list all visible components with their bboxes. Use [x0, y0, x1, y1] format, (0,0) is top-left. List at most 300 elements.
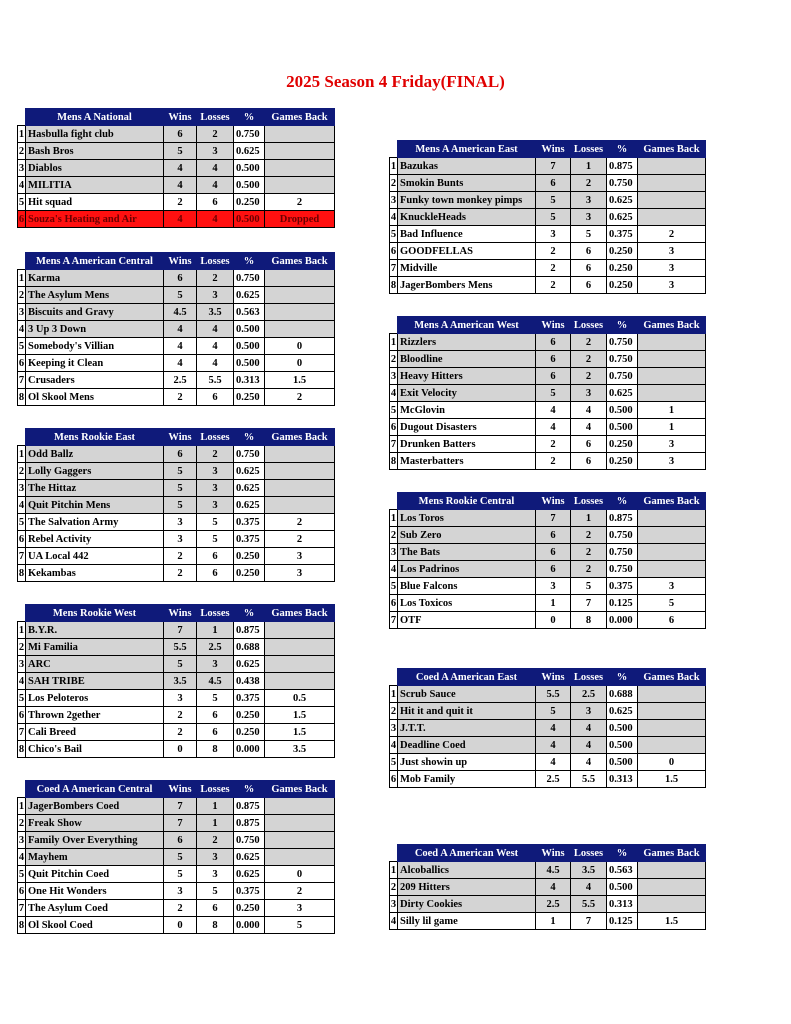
- rank-cell: 5: [18, 690, 26, 707]
- games-back-cell: 1.5: [265, 372, 335, 389]
- wins-cell: 6: [536, 175, 571, 192]
- team-name-cell: Karma: [26, 270, 164, 287]
- table-row: [390, 737, 706, 754]
- team-name-cell: Freak Show: [26, 815, 164, 832]
- rank-cell: 7: [390, 260, 398, 277]
- team-name-cell: Cali Breed: [26, 724, 164, 741]
- standings-table: [389, 668, 706, 788]
- division-name: Coed A American Central: [26, 781, 164, 798]
- table-row: [18, 548, 335, 565]
- header-losses: Losses: [571, 141, 607, 158]
- table-row: [390, 686, 706, 703]
- losses-cell: 5.5: [197, 372, 234, 389]
- wins-cell: 4: [536, 879, 571, 896]
- header-pct: %: [607, 141, 638, 158]
- rank-cell: 3: [390, 896, 398, 913]
- rank-cell: 3: [18, 832, 26, 849]
- table-row: [18, 304, 335, 321]
- games-back-cell: [638, 544, 706, 561]
- rank-cell: 2: [390, 527, 398, 544]
- losses-cell: 6: [197, 565, 234, 582]
- pct-cell: 0.875: [234, 815, 265, 832]
- pct-cell: 0.500: [234, 160, 265, 177]
- games-back-cell: 0: [265, 355, 335, 372]
- games-back-cell: 3: [638, 436, 706, 453]
- rank-cell: 2: [18, 287, 26, 304]
- games-back-cell: 3: [265, 565, 335, 582]
- rank-cell: 5: [390, 754, 398, 771]
- header-blank: [390, 845, 398, 862]
- team-name-cell: Odd Ballz: [26, 446, 164, 463]
- pct-cell: 0.250: [607, 436, 638, 453]
- losses-cell: 3: [197, 849, 234, 866]
- pct-cell: 0.625: [234, 287, 265, 304]
- wins-cell: 4: [536, 402, 571, 419]
- table-row: [18, 463, 335, 480]
- games-back-cell: 2: [265, 389, 335, 406]
- wins-cell: 2: [164, 900, 197, 917]
- games-back-cell: 0.5: [265, 690, 335, 707]
- pct-cell: 0.500: [234, 321, 265, 338]
- division-name: Coed A American West: [398, 845, 536, 862]
- table-row: [18, 446, 335, 463]
- team-name-cell: Deadline Coed: [398, 737, 536, 754]
- losses-cell: 1: [571, 158, 607, 175]
- wins-cell: 2: [164, 724, 197, 741]
- games-back-cell: 2: [265, 514, 335, 531]
- table-row: [390, 436, 706, 453]
- division-name: Mens Rookie West: [26, 605, 164, 622]
- rank-cell: 3: [390, 192, 398, 209]
- table-row: [390, 226, 706, 243]
- wins-cell: 5: [164, 866, 197, 883]
- table-row: [390, 260, 706, 277]
- team-name-cell: Bloodline: [398, 351, 536, 368]
- team-name-cell: OTF: [398, 612, 536, 629]
- wins-cell: 2: [164, 389, 197, 406]
- pct-cell: 0.375: [607, 226, 638, 243]
- team-name-cell: Hit it and quit it: [398, 703, 536, 720]
- losses-cell: 2: [197, 270, 234, 287]
- wins-cell: 6: [164, 126, 197, 143]
- division-name: Mens A American West: [398, 317, 536, 334]
- losses-cell: 6: [571, 453, 607, 470]
- table-header-row: [18, 253, 335, 270]
- games-back-cell: [638, 385, 706, 402]
- header-losses: Losses: [197, 605, 234, 622]
- pct-cell: 0.625: [234, 497, 265, 514]
- header-wins: Wins: [536, 317, 571, 334]
- header-blank: [18, 781, 26, 798]
- team-name-cell: 3 Up 3 Down: [26, 321, 164, 338]
- table-row: [18, 832, 335, 849]
- games-back-cell: [265, 287, 335, 304]
- standings-table: [17, 108, 335, 228]
- rank-cell: 8: [18, 565, 26, 582]
- team-name-cell: McGlovin: [398, 402, 536, 419]
- table-row: [390, 351, 706, 368]
- table-row: [390, 595, 706, 612]
- division-name: Mens Rookie East: [26, 429, 164, 446]
- team-name-cell: Bazukas: [398, 158, 536, 175]
- wins-cell: 6: [536, 544, 571, 561]
- table-header-row: [18, 429, 335, 446]
- table-row: [390, 243, 706, 260]
- table-row: [18, 389, 335, 406]
- team-name-cell: Crusaders: [26, 372, 164, 389]
- wins-cell: 5: [164, 480, 197, 497]
- games-back-cell: 3: [638, 260, 706, 277]
- table-row: [390, 720, 706, 737]
- wins-cell: 0: [164, 741, 197, 758]
- games-back-cell: 5: [638, 595, 706, 612]
- losses-cell: 2.5: [571, 686, 607, 703]
- rank-cell: 6: [390, 419, 398, 436]
- rank-cell: 3: [18, 480, 26, 497]
- standings-table: [17, 428, 335, 582]
- table-row: [18, 849, 335, 866]
- games-back-cell: [265, 304, 335, 321]
- team-name-cell: 209 Hitters: [398, 879, 536, 896]
- losses-cell: 4: [571, 402, 607, 419]
- pct-cell: 0.250: [234, 900, 265, 917]
- team-name-cell: Keeping it Clean: [26, 355, 164, 372]
- losses-cell: 4: [197, 160, 234, 177]
- rank-cell: 5: [18, 514, 26, 531]
- table-row: [18, 355, 335, 372]
- losses-cell: 4: [571, 754, 607, 771]
- games-back-cell: [638, 510, 706, 527]
- team-name-cell: Kekambas: [26, 565, 164, 582]
- losses-cell: 5: [197, 883, 234, 900]
- wins-cell: 5: [164, 849, 197, 866]
- team-name-cell: The Asylum Mens: [26, 287, 164, 304]
- games-back-cell: [265, 497, 335, 514]
- rank-cell: 2: [18, 815, 26, 832]
- wins-cell: 4: [536, 720, 571, 737]
- losses-cell: 6: [571, 243, 607, 260]
- wins-cell: 7: [536, 158, 571, 175]
- team-name-cell: J.T.T.: [398, 720, 536, 737]
- rank-cell: 5: [390, 578, 398, 595]
- games-back-cell: 2: [638, 226, 706, 243]
- losses-cell: 4: [197, 338, 234, 355]
- pct-cell: 0.000: [607, 612, 638, 629]
- losses-cell: 4: [571, 737, 607, 754]
- wins-cell: 4: [164, 321, 197, 338]
- rank-cell: 1: [390, 158, 398, 175]
- losses-cell: 2: [197, 126, 234, 143]
- team-name-cell: Drunken Batters: [398, 436, 536, 453]
- games-back-cell: [638, 896, 706, 913]
- losses-cell: 6: [571, 260, 607, 277]
- wins-cell: 6: [536, 561, 571, 578]
- wins-cell: 5: [536, 385, 571, 402]
- pct-cell: 0.750: [234, 270, 265, 287]
- losses-cell: 5: [571, 226, 607, 243]
- rank-cell: 2: [390, 175, 398, 192]
- losses-cell: 3: [571, 385, 607, 402]
- games-back-cell: 1.5: [265, 724, 335, 741]
- pct-cell: 0.750: [607, 175, 638, 192]
- losses-cell: 7: [571, 595, 607, 612]
- rank-cell: 1: [390, 510, 398, 527]
- rank-cell: 8: [390, 277, 398, 294]
- rank-cell: 4: [18, 673, 26, 690]
- table-row: [390, 175, 706, 192]
- wins-cell: 6: [536, 527, 571, 544]
- team-name-cell: Blue Falcons: [398, 578, 536, 595]
- wins-cell: 7: [164, 622, 197, 639]
- team-name-cell: Mob Family: [398, 771, 536, 788]
- pct-cell: 0.500: [234, 355, 265, 372]
- table-row: [390, 703, 706, 720]
- games-back-cell: [638, 209, 706, 226]
- pct-cell: 0.250: [607, 260, 638, 277]
- pct-cell: 0.625: [234, 143, 265, 160]
- pct-cell: 0.500: [607, 720, 638, 737]
- rank-cell: 3: [390, 368, 398, 385]
- division-name: Mens A American Central: [26, 253, 164, 270]
- losses-cell: 3: [197, 656, 234, 673]
- header-games-back: Games Back: [265, 781, 335, 798]
- games-back-cell: [638, 720, 706, 737]
- games-back-cell: [638, 368, 706, 385]
- rank-cell: 6: [390, 243, 398, 260]
- header-wins: Wins: [164, 781, 197, 798]
- pct-cell: 0.375: [234, 690, 265, 707]
- team-name-cell: B.Y.R.: [26, 622, 164, 639]
- table-header-row: [390, 845, 706, 862]
- pct-cell: 0.625: [607, 385, 638, 402]
- losses-cell: 8: [571, 612, 607, 629]
- wins-cell: 6: [536, 368, 571, 385]
- wins-cell: 3.5: [164, 673, 197, 690]
- losses-cell: 5: [197, 514, 234, 531]
- pct-cell: 0.000: [234, 917, 265, 934]
- rank-cell: 5: [18, 194, 26, 211]
- division-name: Coed A American East: [398, 669, 536, 686]
- losses-cell: 6: [571, 436, 607, 453]
- losses-cell: 1: [571, 510, 607, 527]
- rank-cell: 2: [18, 639, 26, 656]
- header-wins: Wins: [536, 493, 571, 510]
- header-games-back: Games Back: [265, 253, 335, 270]
- losses-cell: 5: [571, 578, 607, 595]
- wins-cell: 5: [536, 209, 571, 226]
- losses-cell: 3: [571, 209, 607, 226]
- header-losses: Losses: [571, 317, 607, 334]
- table-row: [18, 883, 335, 900]
- standings-table: [389, 140, 706, 294]
- pct-cell: 0.313: [607, 896, 638, 913]
- header-wins: Wins: [536, 669, 571, 686]
- games-back-cell: 1.5: [638, 771, 706, 788]
- rank-cell: 6: [18, 883, 26, 900]
- losses-cell: 3.5: [197, 304, 234, 321]
- wins-cell: 3: [164, 690, 197, 707]
- pct-cell: 0.625: [234, 849, 265, 866]
- team-name-cell: Ol Skool Mens: [26, 389, 164, 406]
- team-name-cell: Biscuits and Gravy: [26, 304, 164, 321]
- wins-cell: 6: [164, 446, 197, 463]
- pct-cell: 0.563: [607, 862, 638, 879]
- table-row: [390, 385, 706, 402]
- games-back-cell: [638, 351, 706, 368]
- pct-cell: 0.688: [234, 639, 265, 656]
- pct-cell: 0.750: [607, 351, 638, 368]
- pct-cell: 0.250: [607, 243, 638, 260]
- games-back-cell: 1: [638, 402, 706, 419]
- games-back-cell: 0: [638, 754, 706, 771]
- table-row: [390, 578, 706, 595]
- header-losses: Losses: [197, 429, 234, 446]
- wins-cell: 2.5: [536, 896, 571, 913]
- header-games-back: Games Back: [265, 109, 335, 126]
- wins-cell: 4: [164, 355, 197, 372]
- team-name-cell: Hasbulla fight club: [26, 126, 164, 143]
- games-back-cell: [265, 849, 335, 866]
- header-pct: %: [607, 317, 638, 334]
- rank-cell: 2: [18, 463, 26, 480]
- team-name-cell: Quit Pitchin Coed: [26, 866, 164, 883]
- table-row: [18, 622, 335, 639]
- pct-cell: 0.500: [607, 402, 638, 419]
- table-row: [390, 862, 706, 879]
- games-back-cell: [638, 703, 706, 720]
- pct-cell: 0.563: [234, 304, 265, 321]
- pct-cell: 0.625: [607, 209, 638, 226]
- table-row: [390, 334, 706, 351]
- wins-cell: 2: [164, 548, 197, 565]
- rank-cell: 4: [18, 177, 26, 194]
- wins-cell: 4: [536, 419, 571, 436]
- standings-table: [17, 780, 335, 934]
- table-row: [390, 209, 706, 226]
- games-back-cell: [265, 639, 335, 656]
- wins-cell: 5: [164, 287, 197, 304]
- header-blank: [390, 317, 398, 334]
- pct-cell: 0.375: [234, 531, 265, 548]
- wins-cell: 2: [536, 453, 571, 470]
- pct-cell: 0.875: [234, 798, 265, 815]
- table-row: [390, 754, 706, 771]
- wins-cell: 2.5: [536, 771, 571, 788]
- games-back-cell: 3: [638, 453, 706, 470]
- table-row: [18, 194, 335, 211]
- team-name-cell: The Bats: [398, 544, 536, 561]
- pct-cell: 0.375: [234, 883, 265, 900]
- team-name-cell: Rizzlers: [398, 334, 536, 351]
- table-row: [18, 798, 335, 815]
- games-back-cell: [265, 832, 335, 849]
- pct-cell: 0.438: [234, 673, 265, 690]
- team-name-cell: Alcoballics: [398, 862, 536, 879]
- header-wins: Wins: [164, 109, 197, 126]
- losses-cell: 6: [197, 194, 234, 211]
- table-row: [390, 771, 706, 788]
- header-wins: Wins: [536, 845, 571, 862]
- rank-cell: 4: [18, 321, 26, 338]
- wins-cell: 7: [164, 798, 197, 815]
- games-back-cell: 3: [265, 900, 335, 917]
- table-row: [18, 338, 335, 355]
- rank-cell: 2: [18, 143, 26, 160]
- header-blank: [18, 605, 26, 622]
- games-back-cell: [638, 192, 706, 209]
- losses-cell: 2: [571, 334, 607, 351]
- games-back-cell: [265, 321, 335, 338]
- standings-table: [389, 844, 706, 930]
- rank-cell: 5: [390, 402, 398, 419]
- games-back-cell: [638, 879, 706, 896]
- losses-cell: 8: [197, 917, 234, 934]
- team-name-cell: Family Over Everything: [26, 832, 164, 849]
- losses-cell: 3: [197, 497, 234, 514]
- header-pct: %: [234, 781, 265, 798]
- rank-cell: 4: [18, 849, 26, 866]
- games-back-cell: [265, 270, 335, 287]
- rank-cell: 1: [18, 126, 26, 143]
- rank-cell: 1: [18, 446, 26, 463]
- games-back-cell: [638, 737, 706, 754]
- losses-cell: 4: [197, 177, 234, 194]
- games-back-cell: [265, 143, 335, 160]
- rank-cell: 4: [390, 209, 398, 226]
- losses-cell: 4: [197, 355, 234, 372]
- games-back-cell: [265, 673, 335, 690]
- wins-cell: 1: [536, 913, 571, 930]
- rank-cell: 7: [18, 724, 26, 741]
- header-blank: [18, 253, 26, 270]
- team-name-cell: Silly lil game: [398, 913, 536, 930]
- rank-cell: 8: [18, 917, 26, 934]
- page-title: 2025 Season 4 Friday(FINAL): [286, 72, 505, 91]
- rank-cell: 5: [18, 866, 26, 883]
- table-row: [18, 900, 335, 917]
- rank-cell: 6: [390, 595, 398, 612]
- table-row: [18, 270, 335, 287]
- pct-cell: 0.250: [234, 389, 265, 406]
- games-back-cell: 0: [265, 866, 335, 883]
- games-back-cell: [638, 175, 706, 192]
- team-name-cell: The Asylum Coed: [26, 900, 164, 917]
- games-back-cell: [265, 798, 335, 815]
- rank-cell: 4: [390, 913, 398, 930]
- wins-cell: 4: [164, 211, 197, 228]
- header-blank: [390, 669, 398, 686]
- wins-cell: 3: [164, 531, 197, 548]
- wins-cell: 2: [536, 260, 571, 277]
- table-row: [18, 866, 335, 883]
- losses-cell: 4: [197, 321, 234, 338]
- losses-cell: 1: [197, 622, 234, 639]
- wins-cell: 6: [164, 832, 197, 849]
- wins-cell: 5: [536, 192, 571, 209]
- games-back-cell: [265, 126, 335, 143]
- table-row: [18, 143, 335, 160]
- wins-cell: 3: [164, 514, 197, 531]
- games-back-cell: [265, 622, 335, 639]
- wins-cell: 6: [164, 270, 197, 287]
- rank-cell: 1: [18, 798, 26, 815]
- header-wins: Wins: [164, 605, 197, 622]
- rank-cell: 5: [390, 226, 398, 243]
- table-row: [390, 158, 706, 175]
- table-header-row: [390, 493, 706, 510]
- games-back-cell: [638, 561, 706, 578]
- table-row: [18, 741, 335, 758]
